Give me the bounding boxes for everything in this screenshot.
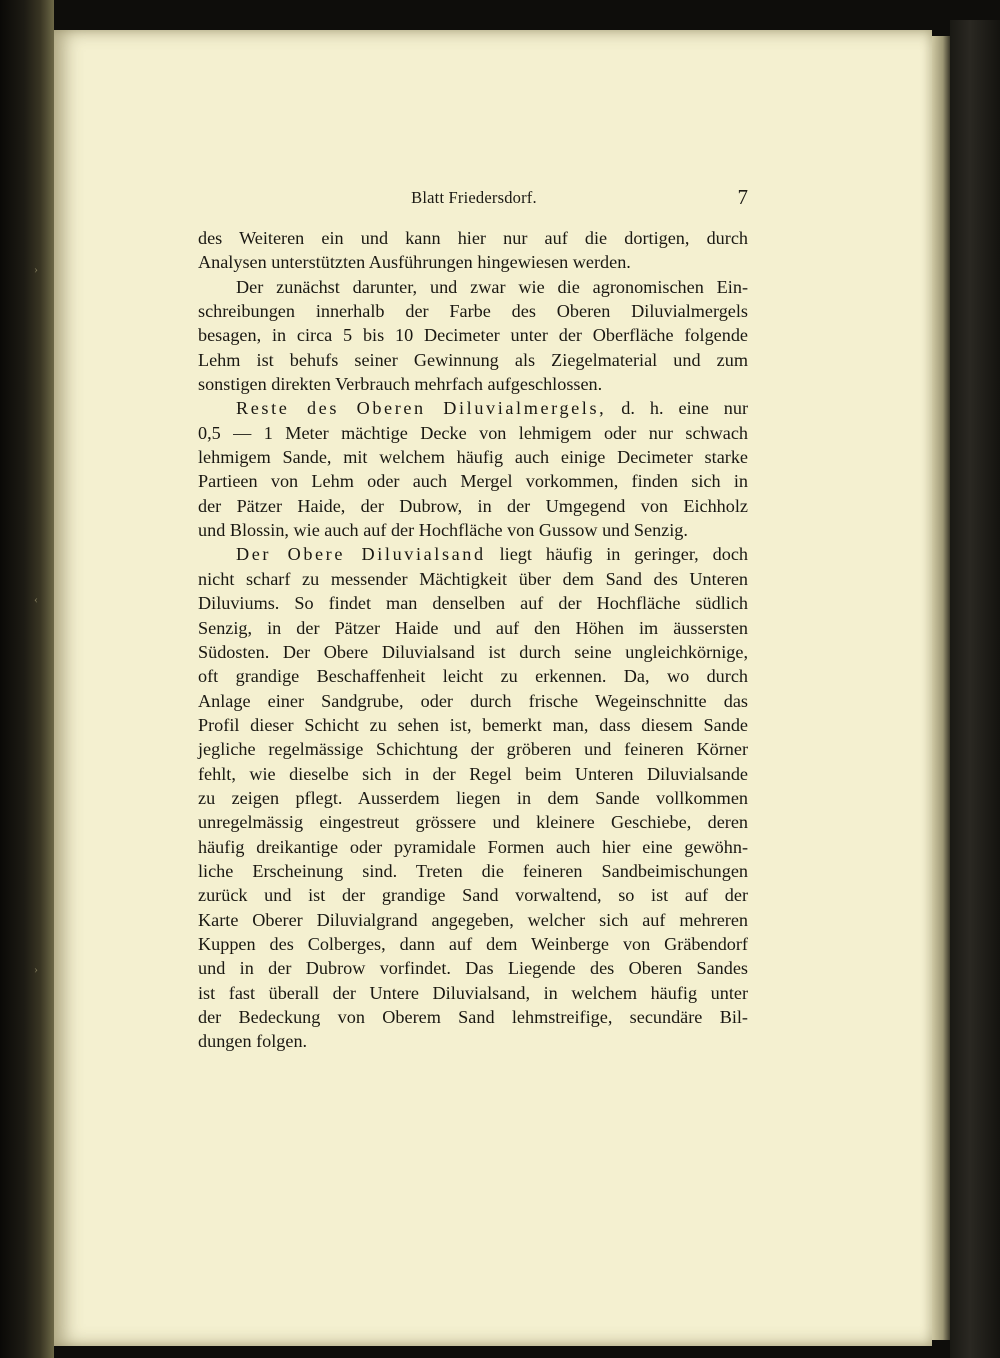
text-line [198, 396, 748, 420]
text-line [198, 323, 748, 347]
text-line [198, 883, 748, 907]
running-header-title: Blatt Friedersdorf. [411, 188, 537, 207]
line-text: schreibungen innerhalb der Farbe des Oberen Diluvialmergels [198, 301, 748, 322]
line-text: und Blossin, wie auch auf der Hochfläche von Gussow und Senzig. [198, 520, 688, 541]
text-line [198, 859, 748, 883]
spaced-heading-text: Reste des Oberen Diluvialmergels, [236, 398, 607, 419]
spaced-heading-text: Der Obere Diluvialsand [236, 544, 486, 565]
margin-mark: › [34, 262, 38, 276]
margin-mark: › [34, 962, 38, 976]
text-line [198, 226, 748, 250]
text-line [198, 372, 748, 396]
text-line [198, 908, 748, 932]
line-text: Kuppen des Colberges, dann auf dem Weinberge von Gräbendorf [198, 933, 748, 954]
text-line [198, 275, 748, 299]
line-text: sonstigen direkten Verbrauch mehrfach aufgeschlossen. [198, 374, 603, 395]
book-cover-edge [950, 20, 1000, 1358]
line-text: des Weiteren ein und kann hier nur auf die dortigen, durch [198, 228, 748, 248]
text-line [198, 591, 748, 615]
text-line [198, 469, 748, 493]
line-text: und in der Dubrow vorfindet. Das Liegende des Oberen Sandes [198, 958, 748, 979]
page-edge-shadow [932, 36, 950, 1340]
running-header [198, 185, 750, 212]
line-text: liche Erscheinung sind. Treten die feineren Sandbeimischungen [198, 860, 748, 881]
line-text: Südosten. Der Obere Diluvialsand ist durch seine ungleichkörnige, [198, 641, 748, 662]
line-text: fehlt, wie dieselbe sich in der Regel beim Unteren Diluvialsande [198, 763, 748, 784]
text-line [198, 542, 748, 566]
text-line [198, 616, 748, 640]
line-text: der Bedeckung von Oberem Sand lehmstreifige, secundäre Bil- [198, 1007, 748, 1027]
page-number: 7 [737, 185, 748, 209]
line-text: d. h. eine nur [606, 398, 748, 419]
line-text: liegt häufig in geringer, doch [485, 544, 748, 565]
line-text: lehmigem Sande, mit welchem häufig auch einige Decimeter starke [198, 447, 748, 468]
text-line [198, 1029, 748, 1053]
book-binding [0, 0, 54, 1358]
margin-mark: ‹ [34, 592, 38, 606]
line-text: jegliche regelmässige Schichtung der gröberen und feineren Körner [198, 739, 748, 760]
line-text: häufig dreikantige oder pyramidale Formen auch hier eine gewöhn- [198, 836, 748, 857]
line-text: Karte Oberer Diluvialgrand angegeben, welcher sich auf mehreren [198, 909, 748, 930]
text-line [198, 737, 748, 761]
text-line [198, 713, 748, 737]
text-line [198, 981, 748, 1005]
line-text: unregelmässig eingestreut grössere und kleinere Geschiebe, deren [198, 812, 748, 833]
line-text: Profil dieser Schicht zu sehen ist, bemerkt man, dass diesem Sande [198, 714, 748, 735]
text-line [198, 835, 748, 859]
text-line [198, 1005, 748, 1029]
text-line [198, 664, 748, 688]
text-line [198, 494, 748, 518]
text-line [198, 762, 748, 786]
line-text: Der zunächst darunter, und zwar wie die agronomischen Ein- [236, 276, 748, 297]
line-text: zurück und ist der grandige Sand vorwaltend, so ist auf der [198, 885, 748, 906]
text-line [198, 348, 748, 372]
text-line [198, 299, 748, 323]
text-line [198, 567, 748, 591]
text-line [198, 932, 748, 956]
line-text: Lehm ist behufs seiner Gewinnung als Ziegelmaterial und zum [198, 349, 748, 370]
line-text: der Pätzer Haide, der Dubrow, in der Umgegend von Eichholz [198, 495, 748, 516]
line-text: besagen, in circa 5 bis 10 Decimeter unter der Oberfläche folgende [198, 325, 748, 346]
line-text: Diluviums. So findet man denselben auf der Hochfläche südlich [198, 593, 748, 614]
text-line [198, 421, 748, 445]
line-text: ist fast überall der Untere Diluvialsand, in welchem häufig unter [198, 982, 748, 1003]
text-line [198, 786, 748, 810]
line-text: oft grandige Beschaffenheit leicht zu erkennen. Da, wo durch [198, 666, 748, 687]
text-line [198, 956, 748, 980]
text-line [198, 250, 748, 274]
text-line [198, 689, 748, 713]
text-line [198, 518, 748, 542]
body-text [198, 226, 748, 1054]
line-text: zu zeigen pflegt. Ausserdem liegen in dem Sande vollkommen [198, 787, 748, 808]
line-text: dungen folgen. [198, 1031, 308, 1052]
text-line [198, 810, 748, 834]
line-text: nicht scharf zu messender Mächtigkeit über dem Sand des Unteren [198, 568, 748, 589]
line-text: 0,5 — 1 Meter mächtige Decke von lehmigem oder nur schwach [198, 422, 748, 443]
line-text: Partieen von Lehm oder auch Mergel vorkommen, finden sich in [198, 471, 748, 492]
line-text: Senzig, in der Pätzer Haide und auf den Höhen im äussersten [198, 617, 748, 638]
text-line [198, 640, 748, 664]
text-line [198, 445, 748, 469]
line-text: Analysen unterstützten Ausführungen hingewiesen werden. [198, 252, 631, 273]
line-text: Anlage einer Sandgrube, oder durch frische Wegeinschnitte das [198, 690, 748, 711]
